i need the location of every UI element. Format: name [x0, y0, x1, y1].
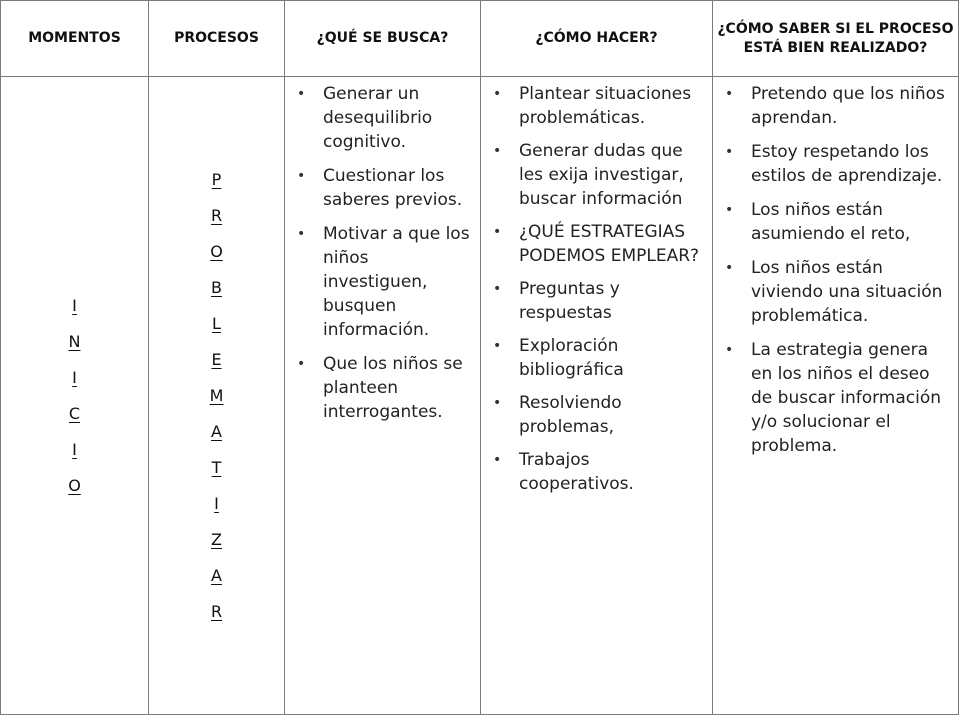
momento-vertical-word [68, 288, 81, 504]
list-item-text: Exploración bibliográfica [519, 336, 624, 380]
list-item-text: Resolviendo problemas, [519, 393, 622, 437]
como-hacer-list [481, 77, 712, 496]
bullet-icon: • [493, 281, 502, 297]
list-item-text: Pretendo que los niños aprendan. [751, 84, 945, 128]
como-saber-item [713, 82, 958, 130]
list-item-text: La estrategia genera en los niños el deseo de buscar información y/o solucionar el problema. [751, 340, 942, 456]
bullet-icon: • [297, 86, 306, 102]
como-hacer-item [481, 334, 712, 382]
list-item-text: Generar un desequilibrio cognitivo. [323, 84, 433, 152]
como-saber-item [713, 140, 958, 188]
proceso-letter: R [210, 205, 223, 225]
como-hacer-item [481, 448, 712, 496]
bullet-icon: • [725, 342, 734, 358]
proceso-letter: L [212, 313, 221, 333]
bullet-icon: • [493, 452, 502, 468]
bullet-icon: • [493, 224, 502, 240]
header-momentos: MOMENTOS [1, 1, 149, 77]
bullet-icon: • [725, 260, 734, 276]
proceso-letter: Z [211, 529, 222, 549]
header-row [1, 1, 959, 77]
header-procesos: PROCESOS [149, 1, 285, 77]
que-se-busca-cell [285, 77, 481, 715]
proceso-letter: E [211, 349, 222, 369]
como-hacer-item [481, 220, 712, 268]
como-saber-item [713, 338, 958, 458]
momento-cell [1, 77, 149, 715]
proceso-vertical-word [210, 162, 224, 630]
que-se-busca-list [285, 77, 480, 424]
list-item-text: Preguntas y respuestas [519, 279, 620, 323]
bullet-icon: • [297, 226, 306, 242]
bullet-icon: • [493, 86, 502, 102]
momento-letter: I [72, 439, 77, 459]
que-se-busca-item [285, 82, 480, 154]
bullet-icon: • [493, 395, 502, 411]
como-hacer-cell [481, 77, 713, 715]
momento-letter: I [72, 367, 77, 387]
list-item-text: Motivar a que los niños investiguen, busquen información. [323, 224, 470, 340]
header-que-se-busca: ¿QUÉ SE BUSCA? [285, 1, 481, 77]
momento-letter: I [72, 295, 77, 315]
list-item-text: Estoy respetando los estilos de aprendizaje. [751, 142, 943, 186]
proceso-letter: B [211, 277, 222, 297]
bullet-icon: • [493, 338, 502, 354]
como-hacer-item [481, 82, 712, 130]
como-hacer-item [481, 139, 712, 211]
como-hacer-item [481, 391, 712, 439]
list-item-text: Generar dudas que les exija investigar, buscar información [519, 141, 684, 209]
list-item-text: Los niños están viviendo una situación problemática. [751, 258, 943, 326]
proceso-letter: T [211, 457, 222, 477]
bullet-icon: • [493, 143, 502, 159]
body-row [1, 77, 959, 715]
proceso-letter: A [211, 565, 222, 585]
list-item-text: Los niños están asumiendo el reto, [751, 200, 911, 244]
que-se-busca-item [285, 164, 480, 212]
proceso-letter: P [211, 169, 222, 189]
list-item-text: Plantear situaciones problemáticas. [519, 84, 692, 128]
momento-letter: O [68, 475, 81, 495]
bullet-icon: • [725, 86, 734, 102]
como-saber-item [713, 198, 958, 246]
header-como-hacer: ¿CÓMO HACER? [481, 1, 713, 77]
list-item-text: Cuestionar los saberes previos. [323, 166, 463, 210]
que-se-busca-item [285, 352, 480, 424]
proceso-letter: R [210, 601, 223, 621]
bullet-icon: • [297, 356, 306, 372]
list-item-text: Trabajos cooperativos. [519, 450, 634, 494]
bullet-icon: • [725, 202, 734, 218]
bullet-icon: • [725, 144, 734, 160]
proceso-letter: O [210, 241, 223, 261]
como-saber-cell [713, 77, 959, 715]
como-saber-list [713, 77, 958, 458]
header-como-saber: ¿CÓMO SABER SI EL PROCESO ESTÁ BIEN REALIZADO? [713, 1, 959, 77]
momento-letter: C [68, 403, 81, 423]
como-hacer-item [481, 277, 712, 325]
que-se-busca-item [285, 222, 480, 342]
list-item-text: ¿QUÉ ESTRATEGIAS PODEMOS EMPLEAR? [519, 222, 700, 266]
momento-letter: N [68, 331, 81, 351]
bullet-icon: • [297, 168, 306, 184]
proceso-letter: A [211, 421, 222, 441]
proceso-letter: I [214, 493, 219, 513]
como-saber-item [713, 256, 958, 328]
list-item-text: Que los niños se planteen interrogantes. [323, 354, 463, 422]
proceso-cell [149, 77, 285, 715]
proceso-letter: M [209, 385, 224, 405]
